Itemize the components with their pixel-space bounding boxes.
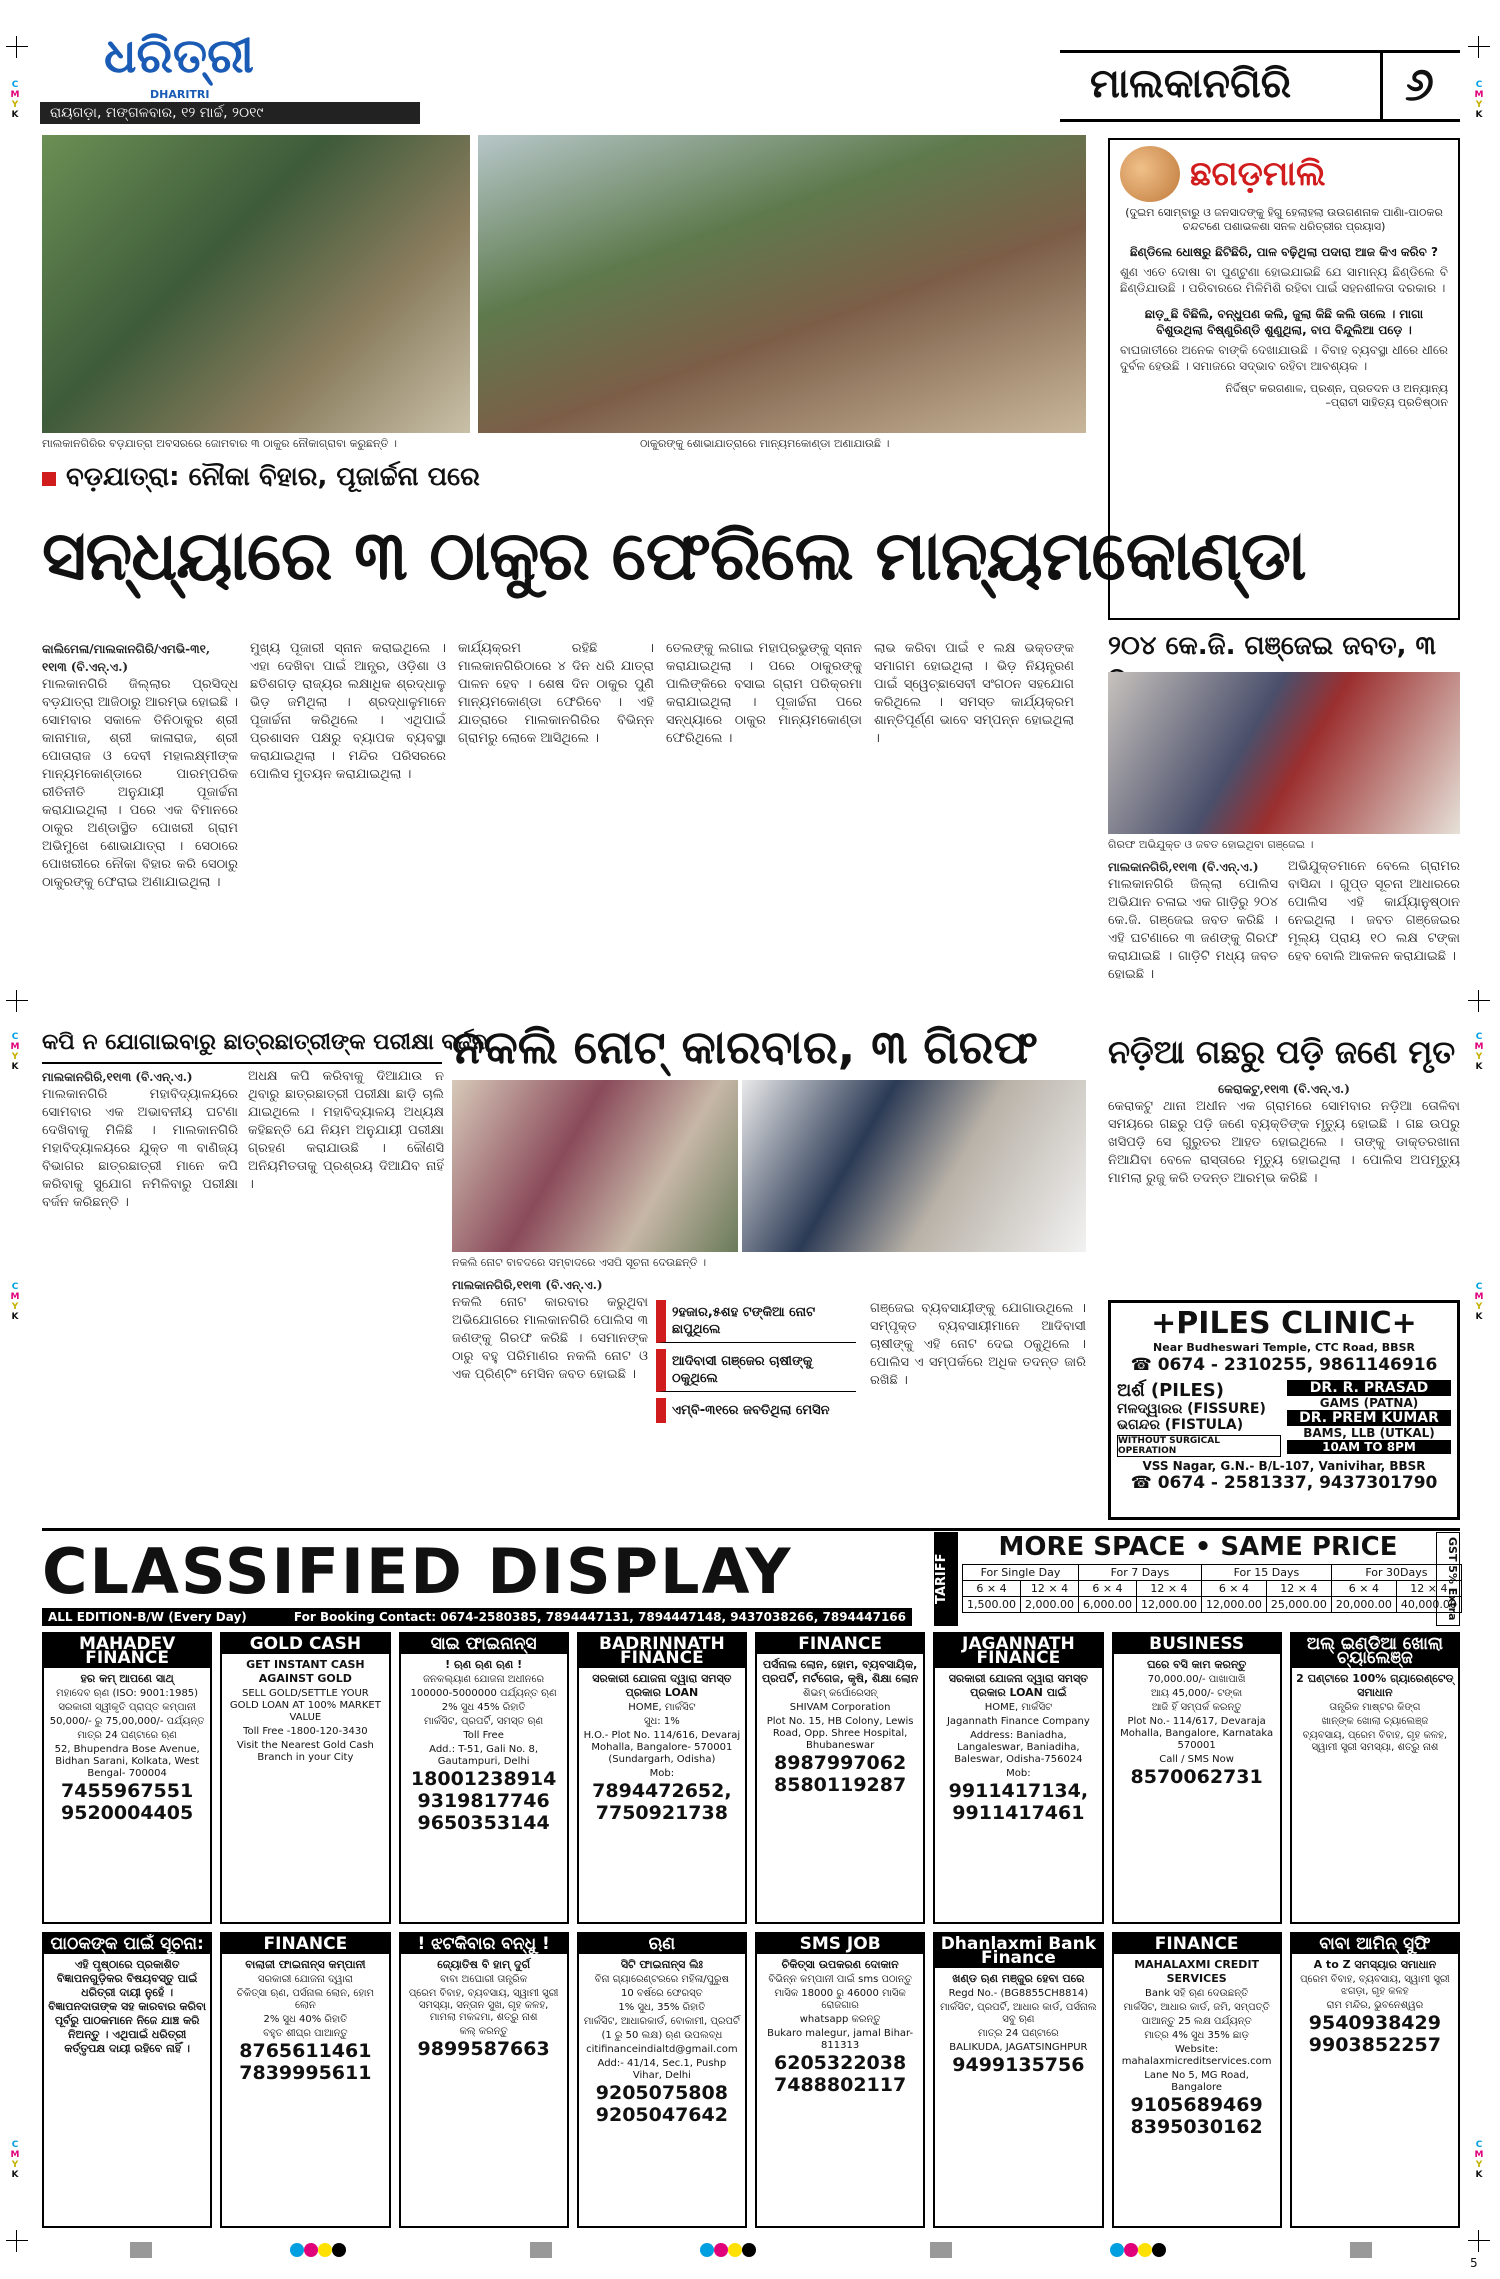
piles-details-row: [1117, 1380, 1451, 1457]
classified-ad: [1290, 1632, 1460, 1924]
tariff-price: 40,000.00: [1396, 1597, 1461, 1613]
tariff-price: 20,000.00: [1331, 1597, 1396, 1613]
ad-phone: 8395030162: [1130, 2116, 1263, 2138]
color-bar: [1350, 2242, 1372, 2258]
ad-text-line: ବ୍ୟବସାୟ, ପ୍ରେମ ବିବାହ, ଗୃହ କଳହ, ସ୍ୱାମୀ ସ୍ତ୍ରୀ ସମସ୍ୟା, ଶତ୍ରୁ ନାଶ: [1302, 1730, 1448, 1753]
cmyk-marks: C M Y K: [10, 2140, 20, 2180]
tariff-size-row: [963, 1581, 1462, 1597]
tariff-size: 6 × 4: [1201, 1581, 1266, 1597]
nadia-headline: ନଡ଼ିଆ ଗଛରୁ ପଡ଼ି ଜଣେ ମୃତ: [1108, 1033, 1456, 1071]
doctor-name: DR. PREM KUMAR: [1287, 1410, 1451, 1426]
ad-phone: 9499135756: [952, 2054, 1085, 2076]
tariff-period: For 7 Days: [1078, 1565, 1201, 1581]
ad-heading: BUSINESS: [1114, 1634, 1280, 1654]
highlight-item: ୨ହଜାର,୫ଶହ ଟଙ୍କିଆ ନୋଟ ଛାପୁଥିଲେ: [656, 1300, 856, 1343]
ad-phone: 9903852257: [1308, 2034, 1441, 2056]
ad-text-line: Address: Baniadha, Langaleswar, Baniadiha, Baleswar, Odisha-756024: [954, 1730, 1083, 1765]
ad-text-line: Jagannath Finance Company: [946, 1716, 1090, 1727]
fake-notes-photo-currency: [742, 1080, 1086, 1252]
ganja-byline: ମାଲକାନଗିରି,୧୧ା୩ (ବି.ଏନ୍.ଏ.): [1108, 860, 1259, 874]
sidebar-signature: ନିର୍ଦ୍ଦିଷ୍ଟ କରଗଣାଳ, ପ୍ରଶ୍ନ, ପ୍ରତଦନ ଓ ଅନ୍ୟାନ୍ୟ: [1225, 382, 1448, 395]
ad-heading: FINANCE: [222, 1934, 388, 1954]
exam-byline: ମାଲକାନଗିରି,୧୧ା୩ (ବି.ଏନ୍.ଏ.): [42, 1070, 193, 1084]
doctor-degree: BAMS, LLB (UTKAL): [1303, 1426, 1435, 1440]
registration-mark: [6, 990, 28, 1012]
ad-phone: 9105689469: [1130, 2094, 1263, 2116]
ad-text-line: ମାର୍କସିଟ, ପ୍ରପର୍ଟି, ସମସ୍ତ ଋଣ: [424, 1716, 544, 1727]
section-header: [1060, 50, 1460, 122]
lead-kicker: ବଡ଼ଯାତ୍ରା: ନୌକା ବିହାର, ପୂଜାର୍ଚ୍ଚନା ପରେ: [66, 462, 480, 492]
tariff-size: 12 × 4: [1136, 1581, 1201, 1597]
sidebar-intro: (ଦୁଇମ ସୋମ୍ବାରୁ ଓ ଜନସାଦଙ୍କୁ ହିଗୁ ହେଲାହଲା ଉଉଗଣନାକ ପାଣିା-ପାଠକର ଚନ୍ଦଟଣେ ପଶାଭଳଶା ସନଳ ଧରିତ୍ରୀର ପ୍ରୟାସ): [1125, 206, 1443, 233]
ad-heading: MAHADEV FINANCE: [44, 1634, 210, 1668]
dateline: ରାୟଗଡ଼ା, ମଙ୍ଗଳବାର, ୧୨ ମାର୍ଚ୍ଚ, ୨୦୧୯: [40, 102, 420, 124]
registration-mark: [6, 36, 28, 58]
ad-text-line: ସରକାରୀ ଯୋଜନା ଦ୍ୱାରା ସମସ୍ତ ପ୍ରକାର LOAN ପାଇଁ: [948, 1672, 1088, 1699]
ad-text-line: Lane No 5, MG Road, Bangalore: [1144, 2070, 1249, 2093]
tariff-price-row: [963, 1597, 1462, 1613]
fake-notes-article-col3: ଗଞ୍ଜେଇ ବ୍ୟବସାୟୀଙ୍କୁ ଯୋଗାଉଥିଲେ । ସମ୍ପୃକ୍ତ ବ୍ୟବସାୟୀମାନେ ଆଦିବାସୀ ଚାଷୀଙ୍କୁ ଏହି ନୋଟ ଦେଇ ଠକୁଥିଲେ । ପୋଲିସ ଏ ସମ୍ପର୍କରେ ଅଧିକ ତଦନ୍ତ ଜାରି ରଖିଛି ।: [870, 1301, 1086, 1388]
ad-heading: ସାଇ ଫାଇନାନ୍ସ: [401, 1634, 567, 1654]
tariff-price: 12,000.00: [1201, 1597, 1266, 1613]
sidebar-answer: ଶୁଣ ଏତେ ଦୋଷା ବା ପୁଣ୍ଟୁଣା ହୋଇଯାଇଛି ଯେ ସାମାନ୍ୟ ଛିଣ୍ଡିଲେ ବି ଛିଣ୍ଡିଯାଉଛି । ପରିବାରରେ ମିଳିମିଶି ରହିବା ପାଇଁ ସହନଶୀଳତା ଦରକାର ।: [1120, 265, 1448, 295]
ad-heading: ଅଲ୍ ଇଣ୍ଡିଆ ଖୋଲା ଚ୍ୟାଲେଞ୍ଜ: [1292, 1634, 1458, 1668]
ad-phone: 7839995611: [239, 2062, 372, 2084]
ad-text-line: ଆୟ 45,000/- ଟଙ୍କା: [1151, 1688, 1243, 1699]
fake-notes-byline: ମାଲକାନଗିରି,୧୧ା୩ (ବି.ଏନ୍.ଏ.): [452, 1278, 603, 1292]
exam-article-col2: ଅଧକ୍ଷ କପି କରିବାକୁ ଦିଆଯାଉ ନ ଥିବାରୁ ଛାତ୍ରଛାତ୍ରୀ ପରୀକ୍ଷା ଛାଡ଼ି ଚାଲି ଯାଇଥିଲେ । ମହାବିଦ୍ୟାଳୟ ଅଧ୍ୟକ୍ଷ କହିଛନ୍ତି ଯେ ନିୟମ ଅନୁଯାୟୀ ପରୀକ୍ଷା ଗ୍ରହଣ କରାଯାଉଛି । କୌଣସି ଅନିୟମିତତାକୁ ପ୍ରଶ୍ରୟ ଦିଆଯିବ ନାହିଁ ।: [248, 1069, 444, 1192]
ad-text-line: ସୁଧ: 1%: [644, 1716, 680, 1727]
ad-text-line: ପ୍ରେମ ବିବାହ, ବ୍ୟବସାୟ, ସ୍ୱାମୀ ସ୍ତ୍ରୀ ସମସ୍ୟା, ସନ୍ତାନ ସୁଖ, ଗୃହ କଳହ, ମାମଲା ମକଦ୍ଦମା, ଶତ୍ରୁ ନାଶ: [408, 1988, 559, 2023]
lead-headline: ସନ୍ଧ୍ୟାରେ ୩ ଠାକୁର ଫେରିଲେ ମାନ୍ୟମକୋଣ୍ଡା: [42, 517, 1306, 596]
classified-contact-bar: [42, 1608, 912, 1626]
cmyk-marks: C M Y K: [1474, 1282, 1484, 1322]
registration-mark: [1468, 990, 1490, 1012]
ad-heading: FINANCE: [757, 1634, 923, 1654]
classified-edition: ALL EDITION-B/W (Every Day): [48, 1610, 247, 1624]
ad-phone: 8987997062: [774, 1752, 907, 1774]
ganja-headline: ୨୦୪ କେ.ଜି. ଗଞ୍ଜେଇ ଜବତ, ୩: [1108, 631, 1436, 661]
ad-text-line: ପ୍ରେମ ବିବାହ, ବ୍ୟବସାୟ, ସ୍ୱାମୀ ସ୍ତ୍ରୀ ଝଗଡ଼ା, ଗୃହ କଳହ: [1300, 1974, 1450, 1997]
ad-text-line: H.O.- Plot No. 114/616, Devaraj Mohalla, Bangalore- 570001 (Sundargarh, Odisha): [583, 1730, 741, 1765]
classified-ad: [399, 1932, 569, 2228]
ad-text-line: Toll Free -1800-120-3430: [243, 1726, 368, 1737]
tariff-price: 1,500.00: [963, 1597, 1021, 1613]
ad-phone: 9911417134, 9911417461: [948, 1780, 1089, 1824]
color-dots: [700, 2242, 770, 2258]
ad-heading: Dhanlaxmi Bank Finance: [935, 1934, 1101, 1968]
ad-text-line: 2 ଘଣ୍ଟାରେ 100% ଗ୍ୟାରେଣ୍ଟେଡ୍ ସମାଧାନ: [1296, 1672, 1454, 1699]
ad-text-line: 52, Bhupendra Bose Avenue, Bidhan Sarani, Kolkata, West Bengal- 700004: [54, 1744, 200, 1779]
ad-text-line: ଖଣ୍ଡ ଋଣ ମଞ୍ଜୁର ହେବା ପରେ: [952, 1972, 1085, 1985]
gst-note: GST 5% Extra: [1436, 1532, 1460, 1626]
ad-text-line: MAHALAXMI CREDIT SERVICES: [1134, 1958, 1260, 1985]
ad-phone: 7894472652, 7750921738: [592, 1780, 732, 1824]
color-bar: [530, 2242, 552, 2258]
ad-text-line: ଜ୍ୟୋତିଷ ବି ହାମ୍ ଦୁର୍ଗ: [437, 1958, 531, 1971]
piles-doctors: [1287, 1380, 1451, 1457]
ad-text-line: ପାଆନ୍ତୁ 25 ଲକ୍ଷ ପର୍ଯ୍ୟନ୍ତ: [1141, 2016, 1252, 2027]
ad-heading: JAGANNATH FINANCE: [935, 1634, 1101, 1668]
ad-text-line: Call / SMS Now: [1159, 1754, 1234, 1765]
lead-byline: କାଲିମେଳା/ମାଲକାନଗିରି/ଏମଭି-୩୧, ୧୧ା୩ (ବି.ଏନ୍.ଏ.): [42, 642, 211, 674]
fake-notes-caption: ନକଲି ନୋଟ ବାବଦରେ ସମ୍ବାଦରେ ଏସପି ସୂଚନା ଦେଉଛନ୍ତି ।: [452, 1256, 707, 1269]
exam-headline: କପି ନ ଯୋଗାଇବାରୁ ଛାତ୍ରଛାତ୍ରୀଙ୍କ ପରୀକ୍ଷା ବର୍ଜନ: [42, 1030, 487, 1055]
fake-notes-highlights: [656, 1300, 856, 1423]
classified-title: CLASSIFIED DISPLAY: [42, 1535, 793, 1608]
classified-ad: [755, 1632, 925, 1924]
ad-heading: FINANCE: [1114, 1934, 1280, 1954]
classified-ad: [577, 1932, 747, 2228]
ad-text-line: SELL GOLD/SETTLE YOUR GOLD LOAN AT 100% MARKET VALUE: [229, 1688, 381, 1723]
lead-article-col1: [42, 640, 238, 1010]
ad-phone: 9205075808: [595, 2082, 728, 2104]
cmyk-marks: C M Y K: [10, 80, 20, 120]
ad-text-line: 2% ସୁଧ 45% ରିହାତି: [441, 1702, 526, 1713]
ad-text-line: ମାର୍କସିଟ, ପ୍ରପର୍ଟି, ଆଧାର କାର୍ଡ, ପର୍ସନାଲ ସବୁ ଋଣ: [940, 2002, 1097, 2025]
newspaper-logo: ଧରିତ୍ରୀ: [104, 28, 254, 84]
ad-text-line: Plot No.- 114/617, Devaraja Mohalla, Bangalore, Karnataka 570001: [1120, 1716, 1274, 1751]
ganja-article-col1: [1108, 858, 1278, 1018]
ganja-caption: ଗିରଫ ଅଭିଯୁକ୍ତ ଓ ଜବତ ହୋଇଥିବା ଗଞ୍ଜେଇ ।: [1108, 838, 1314, 851]
color-bar: [930, 2242, 952, 2258]
ad-text-line: ସିଟି ଫାଇନାନ୍ସ ଲିଃ: [620, 1958, 703, 1971]
kicker-bullet: [42, 472, 56, 486]
sidebar-title-row: [1120, 146, 1448, 202]
tariff-size: 6 × 4: [1078, 1581, 1136, 1597]
exam-article-text: ମାଲକାନଗିରି ମହାବିଦ୍ୟାଳୟରେ ସୋମବାର ଏକ ଅଭାବନୀୟ ଘଟଣା ଦେଖିବାକୁ ମିଳିଛି । ମାଲକାନଗିରି ମହାବିଦ୍ୟାଳୟରେ ଯୁକ୍ତ ୩ ବାଣିଜ୍ୟ ବିଭାଗର ଛାତ୍ରଛାତ୍ରୀ ମାନେ କପି କରିବାକୁ ସୁଯୋଗ ନମିଳିବାରୁ ପରୀକ୍ଷା ବର୍ଜନ କରିଛନ୍ତି ।: [42, 1087, 238, 1210]
ad-text-line: ବିଭିନ୍ନ କମ୍ପାନୀ ପାଇଁ sms ପଠାନ୍ତୁ: [768, 1974, 912, 1985]
page-number: ୬: [1405, 57, 1434, 111]
classified-ad: [220, 1932, 390, 2228]
ganja-article-col2: ଅଭିଯୁକ୍ତମାନେ ବେଲେ ଗ୍ରାମର ବାସିନ୍ଦା । ଗୁପ୍ତ ସୂଚନା ଆଧାରରେ ପୋଲିସ ଏହି କାର୍ଯ୍ୟାନୁଷ୍ଠାନ ନେଇଥିଲା । ଜବତ ଗଞ୍ଜେଇର ମୂଲ୍ୟ ପ୍ରାୟ ୧୦ ଲକ୍ଷ ଟଙ୍କା ହେବ ବୋଲି ଆକଳନ କରାଯାଇଛି ।: [1288, 859, 1460, 964]
fake-notes-article-col1: [452, 1276, 648, 1520]
tariff-period: For 15 Days: [1201, 1565, 1331, 1581]
ad-phone: 7488802117: [774, 2074, 907, 2096]
condition-fissure: ମଳଦ୍ୱାରର (FISSURE): [1117, 1401, 1266, 1417]
tariff-period: For 30Days: [1331, 1565, 1461, 1581]
classified-ad: [42, 1632, 212, 1924]
ad-text-line: ମାତ୍ର 24 ଘଣ୍ଟାରେ ଋଣ: [77, 1730, 177, 1741]
ad-text-line: ଜନକଲ୍ୟାଣ ଯୋଜନା ଅଧୀନରେ: [423, 1674, 545, 1685]
piles-clinic-ad: [1108, 1300, 1460, 1520]
doctor-name: DR. R. PRASAD: [1287, 1380, 1451, 1396]
tariff-box: [934, 1532, 1460, 1626]
ad-phone: 9899587663: [417, 2038, 550, 2060]
ad-text-line: GET INSTANT CASH AGAINST GOLD: [246, 1658, 365, 1685]
ad-text-line: କଲ୍ କରନ୍ତୁ: [459, 2026, 508, 2037]
sidebar-column-box: [1108, 138, 1460, 620]
tariff-size: 6 × 4: [963, 1581, 1021, 1597]
ad-heading: SMS JOB: [757, 1934, 923, 1954]
fake-notes-article-text: ନକଲି ନୋଟ କାରବାର କରୁଥିବା ଅଭିଯୋଗରେ ମାଲକାନଗିରି ପୋଲିସ ୩ ଜଣଙ୍କୁ ଗିରଫ କରିଛି । ସେମାନଙ୍କ ଠାରୁ ବହୁ ପରିମାଣର ନକଲି ନୋଟ ଓ ଏକ ପ୍ରିଣ୍ଟିଂ ମେସିନ ଜବତ ହୋଇଛି ।: [452, 1295, 648, 1382]
ad-text-line: ଏହି ପୃଷ୍ଠାରେ ପ୍ରକାଶିତ ବିଜ୍ଞାପନଗୁଡ଼ିକର ବିଷୟବସ୍ତୁ ପାଇଁ ଧରିତ୍ରୀ ଦାୟୀ ନୁହେଁ । ବିଜ୍ଞାପନଦାତାଙ୍କ ସହ କାରବାର କରିବା ପୂର୍ବରୁ ପାଠକମାନେ ନିଜେ ଯାଞ୍ଚ କରି ନିଅନ୍ତୁ । ଏଥିପାଇଁ ଧରିତ୍ରୀ କର୍ତ୍ତୃପକ୍ଷ ଦାୟୀ ରହିବେ ନାହିଁ ।: [48, 1958, 207, 2055]
ad-text-line: ! ଋଣ ଋଣ ଋଣ !: [445, 1658, 523, 1671]
piles-address: Near Budheswari Temple, CTC Road, BBSR: [1153, 1341, 1415, 1354]
masthead: [40, 20, 1460, 128]
ad-text-line: Bank ସହି ଋଣ ଦେଉଛନ୍ତି: [1145, 1988, 1249, 1999]
ad-phone: 9650353144: [417, 1812, 550, 1834]
piles-title: +PILES CLINIC+: [1151, 1306, 1417, 1341]
ad-phone: 18001238914: [410, 1768, 557, 1790]
ad-text-line: ମାର୍କସିଟ, ଆଧାର କାର୍ଡ, ଜମି, ସମ୍ପତ୍ତି: [1123, 2002, 1270, 2013]
color-dots: [1110, 2242, 1180, 2258]
rule: [42, 1062, 442, 1064]
condition-piles: ଅର୍ଶ (PILES): [1117, 1380, 1224, 1401]
color-dots: [290, 2242, 360, 2258]
ad-text-line: ଚିକିତ୍ସା ଋଣ, ପର୍ସନାଲ ଲୋନ, ହୋମ ଲୋନ: [236, 1988, 374, 2011]
lead-photo-caption: ଠାକୁରଙ୍କୁ ଶୋଭାଯାତ୍ରାରେ ମାନ୍ୟମକୋଣ୍ଡା ଅଣାଯାଉଛି ।: [640, 437, 890, 450]
ad-text-line: ଘରେ ବସି କାମ କରନ୍ତୁ: [1146, 1658, 1247, 1671]
piles-address2: VSS Nagar, G.N.- B/L-107, Vanivihar, BBSR: [1142, 1459, 1426, 1473]
tariff-price: 12,000.00: [1136, 1597, 1201, 1613]
ad-text-line: ବହୁତ ଶୀଘ୍ର ପାଆନ୍ତୁ: [263, 2028, 348, 2039]
lead-article-col3: କାର୍ଯ୍ୟକ୍ରମ ରହିଛି । ମାଲକାନଗିରିଠାରେ ୪ ଦିନ ଧରି ଯାତ୍ରା ପାଳନ ହେବ । ଶେଷ ଦିନ ଠାକୁର ପୁଣି ମାନ୍ୟମକୋଣ୍ଡା ଫେରିବେ । ଏହି ଯାତ୍ରାରେ ମାଲକାନଗିରିର ବିଭିନ୍ନ ଗ୍ରାମରୁ ଲୋକେ ଆସିଥିଲେ ।: [458, 641, 654, 746]
sidebar-question: ଛାଡ଼ୁଛି ବିଛିଲି, ବନ୍ଧୁପଣ କଲି, ଜୁଲା କିଛି କଲି ତାଲେ । ମାଗା ବିଶୁଉଥିଲା ବିଷ୍ଣୁରିଣ୍ଡି ଶୁଣୁଥିଲା, ବାପ ବିନ୍ଦୁଲିଆ ପଡ଼େ ।: [1144, 307, 1424, 337]
tariff-size: 12 × 4: [1396, 1581, 1461, 1597]
classified-ad: [42, 1932, 212, 2228]
classified-ad: [1112, 1632, 1282, 1924]
cmyk-marks: C M Y K: [10, 1032, 20, 1072]
ad-heading: ଋଣ: [579, 1934, 745, 1954]
tariff-price: 2,000.00: [1020, 1597, 1078, 1613]
ad-text-line: HOME, ମାର୍କସିଟ: [628, 1702, 696, 1713]
nadia-article-text: କେରାକଟୁ ଥାନା ଅଧୀନ ଏକ ଗ୍ରାମରେ ସୋମବାର ନଡ଼ିଆ ତୋଳିବା ସମୟରେ ଗଛରୁ ପଡ଼ି ଜଣେ ବ୍ୟକ୍ତିଙ୍କ ମୃତ୍ୟୁ ହୋଇଛି । ଗଛ ଉପରୁ ଖସିପଡ଼ି ସେ ଗୁରୁତର ଆହତ ହୋଇଥିଲେ । ତାଙ୍କୁ ଡାକ୍ତରଖାନା ନିଆଯିବା ବେଳେ ରାସ୍ତାରେ ମୃତ୍ୟୁ ହୋଇଥିଲା । ପୋଲିସ ଅପମୃତ୍ୟୁ ମାମଲା ରୁଜୁ କରି ତଦନ୍ତ ଆରମ୍ଭ କରିଛି ।: [1108, 1099, 1460, 1186]
tariff-table: [962, 1564, 1462, 1613]
registration-mark: [1468, 36, 1490, 58]
ad-text-line: ରାମ ମନ୍ଦିର, ଭୁବନେଶ୍ୱର: [1326, 2000, 1424, 2011]
tariff-period-row: [963, 1565, 1462, 1581]
ad-heading: ବାବା ଆମିନ୍ ସୁଫି: [1292, 1934, 1458, 1954]
piles-conditions: [1117, 1380, 1281, 1457]
exam-article-col1: [42, 1068, 238, 1520]
ad-text-line: Add:- 41/14, Sec.1, Pushp Vihar, Delhi: [597, 2058, 727, 2081]
lead-photo-procession: [478, 135, 1086, 433]
ad-text-line: 10 ବର୍ଷରେ ଫେରସ୍ତ: [621, 1988, 703, 1999]
ad-phone: 8580119287: [774, 1774, 907, 1796]
condition-fistula: ଭଗନ୍ଦର (FISTULA): [1117, 1417, 1244, 1433]
ad-phone: 9205047642: [595, 2104, 728, 2126]
sidebar-question: ଛିଣ୍ଡିଲେ ଧୋଷରୁ ଛିଟିଛିରି, ପାଳ ବଢ଼ିଥିଲା ପଦାରା ଆଜ କିଏ କରିବ ?: [1130, 245, 1438, 259]
ad-text-line: ତାନ୍ତ୍ରିକ ମାଷ୍ଟର କିଙ୍ଗ: [1329, 1702, 1421, 1713]
clinic-hours: 10AM TO 8PM: [1287, 1440, 1451, 1454]
ad-text-line: ଚିକିତ୍ସା ଉପକରଣ ଦୋକାନ: [781, 1958, 899, 1971]
tariff-slogan: MORE SPACE • SAME PRICE: [998, 1532, 1398, 1562]
ad-phone: 9520004405: [61, 1802, 194, 1824]
ad-text-line: ମାତ୍ର 4% ସୁଧ 35% ଛାଡ଼: [1144, 2030, 1249, 2041]
tariff-label: TARIFF: [934, 1532, 958, 1626]
ad-text-line: ପର୍ସନାଲ ଲୋନ, ହୋମ, ବ୍ୟବସାୟିକ, ପ୍ରପର୍ଟି, ମର୍ଟଗେଜ, କୃଷି, ଶିକ୍ଷା ଲୋନ: [761, 1658, 919, 1685]
ad-text-line: ବାବା ଅଘୋରୀ ତାନ୍ତ୍ରିକ: [440, 1974, 528, 1985]
ad-text-line: whatsapp କରନ୍ତୁ: [799, 2014, 881, 2025]
ad-text-line: Mob:: [649, 1768, 675, 1779]
ad-text-line: Plot No. 15, HB Colony, Lewis Road, Opp. Shree Hospital, Bhubaneswar: [766, 1716, 914, 1751]
ad-text-line: ସରକାରୀ ଯୋଜନା ଦ୍ୱାରା ସମସ୍ତ ପ୍ରକାର LOAN: [592, 1672, 732, 1699]
nadia-byline: କେରାକଟୁ,୧୧ା୩ (ବି.ଏନ୍.ଏ.): [1218, 1082, 1350, 1096]
ad-text-line: Toll Free: [463, 1730, 504, 1741]
ad-text-line: ଶିଭମ୍ କର୍ପୋରେସନ୍: [803, 1688, 878, 1699]
classified-ad: [577, 1632, 747, 1924]
classified-contact: For Booking Contact: 0674-2580385, 7894447131, 7894447148, 9437038266, 7894447166: [293, 1610, 906, 1624]
lead-headline-block: [42, 462, 1306, 632]
ad-text-line: (1 ରୁ 50 ଲକ୍ଷ) ଋଣ ଉପଲବ୍ଧ: [601, 2030, 723, 2041]
ad-text-line: ସରକାରୀ ଯୋଜନା ଦ୍ୱାରା: [257, 1974, 353, 1985]
ad-text-line: Bukaro malegur, jamal Bihar-811313: [767, 2028, 914, 2051]
classified-ad: [755, 1932, 925, 2228]
cmyk-marks: C M Y K: [1474, 1032, 1484, 1072]
classified-ad: [933, 1632, 1103, 1924]
ad-phone: 6205322038: [774, 2052, 907, 2074]
ad-text-line: A to Z ସମସ୍ୟାର ସମାଧାନ: [1313, 1958, 1437, 1971]
ad-text-line: ସରକାରୀ ସ୍ୱୀକୃତି ପ୍ରାପ୍ତ କମ୍ପାନୀ: [58, 1702, 196, 1713]
sidebar-title: ଛଗଡ଼ମାଲି: [1190, 154, 1326, 194]
ad-text-line: SHIVAM Corporation: [789, 1702, 891, 1713]
tariff-price: 25,000.00: [1266, 1597, 1331, 1613]
ad-text-line: 50,000/- ରୁ 75,00,000/- ପର୍ଯ୍ୟନ୍ତ: [49, 1716, 205, 1727]
lead-article-col5: ଲାଭ କରିବା ପାଇଁ ୧ ଲକ୍ଷ ଭକ୍ତଙ୍କ ସମାଗମ ହୋଇଥିଲା । ଭିଡ଼ ନିୟନ୍ତ୍ରଣ ପାଇଁ ସ୍ୱେଚ୍ଛାସେବୀ ସଂଗଠନ ସହଯୋଗ କରିଥିଲେ । ସମସ୍ତ କାର୍ଯ୍ୟକ୍ରମ ଶାନ୍ତିପୂର୍ଣ୍ଣ ଭାବେ ସମ୍ପନ୍ନ ହୋଇଥିଲା ।: [874, 641, 1074, 746]
color-bar: [130, 2242, 152, 2258]
ad-phone: 9540938429: [1308, 2012, 1441, 2034]
ad-phone: 9319817746: [417, 1790, 550, 1812]
section-name: ମାଲକାନଗିରି: [1090, 61, 1292, 107]
sidebar-answer: ବାଘଜାତୀରେ ଅନେକ ବାଙ୍କି ଦେଖାଯାଉଛି । ବିବାହ ବ୍ୟବସ୍ଥା ଧୀରେ ଧୀରେ ଦୁର୍ବଳ ହେଉଛି । ସମାଜରେ ସଦ୍ଭାବ ରହିବା ଆବଶ୍ୟକ ।: [1120, 343, 1448, 373]
ad-text-line: Website: mahalaxmicreditservices.com: [1121, 2044, 1272, 2067]
ad-text-line: ମାସିକ 18000 ରୁ 46000 ମାସିକ ରୋଜଗାର: [774, 1988, 906, 2011]
ad-text-line: ମାତ୍ର 24 ଘଣ୍ଟାରେ: [978, 2028, 1059, 2039]
cmyk-marks: C M Y K: [1474, 80, 1484, 120]
section-divider: [1380, 53, 1383, 119]
piles-phone: ☎ 0674 - 2310255, 9861146916: [1130, 1355, 1438, 1375]
ad-text-line: Add.: T-51, Gali No. 8, Gautampuri, Delhi: [429, 1744, 539, 1767]
ad-text-line: 70,000.00/- ପାଖାପାଖି: [1147, 1674, 1246, 1685]
sidebar-signature: –ପ୍ରାଚୀ ସାହିତ୍ୟ ପ୍ରତିଷ୍ଠାନ: [1325, 396, 1448, 409]
registration-mark: [1468, 2230, 1490, 2252]
ganja-article-text: ମାଲକାନଗିରି ଜିଲ୍ଲା ପୋଲିସ ଅଭିଯାନ ଚଳାଇ ଏକ ଗାଡ଼ିରୁ ୨୦୪ କେ.ଜି. ଗଞ୍ଜେଇ ଜବତ କରିଛି । ଏହି ଘଟଣାରେ ୩ ଜଣଙ୍କୁ ଗିରଫ କରାଯାଇଛି । ଗାଡ଼ିଟି ମଧ୍ୟ ଜବତ ହୋଇଛି ।: [1108, 877, 1278, 982]
ad-heading: BADRINNATH FINANCE: [579, 1634, 745, 1668]
ad-text-line: Mob:: [1006, 1768, 1031, 1779]
lead-article-col4: ତେଲଙ୍କୁ ଲଗାଇ ମହାପ୍ରଭୁଙ୍କୁ ସ୍ନାନ କରାଯାଇଥିଲା । ପରେ ଠାକୁରଙ୍କୁ ପାଲିଙ୍କିରେ ବସାଇ ଗ୍ରାମ ପରିକ୍ରମା କରାଯାଇଥିଲା । ପୂଜାର୍ଚ୍ଚନା ପରେ ସନ୍ଧ୍ୟାରେ ଠାକୁର ମାନ୍ୟମକୋଣ୍ଡା ଫେରିଥିଲେ ।: [666, 641, 862, 746]
ad-text-line: ଆଜି ହିଁ ସମ୍ପର୍କ କରନ୍ତୁ: [1151, 1702, 1242, 1713]
caricature-icon: [1120, 146, 1180, 202]
classified-header: [42, 1536, 912, 1624]
lead-article-col2: ମୁଖ୍ୟ ପୂଜାରୀ ସ୍ନାନ କରାଇଥିଲେ । ଏହା ଦେଖିବା ପାଇଁ ଆନ୍ଧ୍ର, ଓଡ଼ିଶା ଓ ଛତିଶଗଡ଼ ରାଜ୍ୟର ଲକ୍ଷାଧିକ ଶ୍ରଦ୍ଧାଳୁ ଭିଡ଼ ଜମିଥିଲା । ଶ୍ରଦ୍ଧାଳୁମାନେ ପୂଜାର୍ଚ୍ଚନା କରିଥିଲେ । ଏଥିପାଇଁ ପ୍ରଶାସନ ପକ୍ଷରୁ ବ୍ୟାପକ ବ୍ୟବସ୍ଥା କରାଯାଇଥିଲା । ମନ୍ଦିର ପରିସରରେ ପୋଲିସ ମୁତୟନ କରାଯାଇଥିଲା ।: [250, 641, 446, 782]
registration-mark: [6, 2230, 28, 2252]
tariff-period: For Single Day: [963, 1565, 1079, 1581]
classified-ad: [1112, 1932, 1282, 2228]
ad-heading: ! ଝଟକିବାର ବନ୍ଧୁ !: [401, 1934, 567, 1954]
ad-heading: ପାଠକଙ୍କ ପାଇଁ ସୂଚନା:: [44, 1934, 210, 1954]
classified-ad: [220, 1632, 390, 1924]
without-surgery-note: WITHOUT SURGICAL OPERATION: [1117, 1435, 1281, 1457]
nadia-article: [1108, 1080, 1460, 1296]
tariff-size: 6 × 4: [1331, 1581, 1396, 1597]
piles-phone2: ☎ 0674 - 2581337, 9437301790: [1130, 1473, 1438, 1493]
ad-phone: 8765611461: [239, 2040, 372, 2062]
ad-text-line: BALIKUDA, JAGATSINGHPUR: [949, 2042, 1088, 2053]
ad-phone: 7455967551: [61, 1780, 194, 1802]
cmyk-marks: C M Y K: [10, 1282, 20, 1322]
logo-subtitle: DHARITRI: [150, 88, 210, 101]
classified-ad: [1290, 1932, 1460, 2228]
ad-text-line: citifinanceindialtd@gmail.com: [586, 2044, 738, 2055]
ad-text-line: ମହାଦେବ ଋଣ (ISO: 9001:1985): [56, 1688, 199, 1699]
ad-text-line: ବିନା ଗ୍ୟାରେଣ୍ଟରରେ ମହିଳା/ପୁରୁଷ: [594, 1974, 730, 1985]
classified-ad: [933, 1932, 1103, 2228]
fake-notes-headline: ନକଲି ନୋଟ୍ କାରବାର, ୩ ଗିରଫ: [452, 1020, 1038, 1074]
ganja-photo: [1108, 672, 1460, 834]
ad-text-line: ହର କମ୍ ଆପଣେ ସାଥ୍: [80, 1672, 174, 1685]
ad-text-line: ମାର୍କସିଟ, ଆଧାରକାର୍ଡ, ବୋକାମୀ, ପ୍ରପର୍ଟି: [583, 2016, 740, 2027]
tariff-size: 12 × 4: [1266, 1581, 1331, 1597]
ad-text-line: 1% ସୁଧ, 35% ରିହାତି: [618, 2002, 706, 2013]
lead-photo-boat: [42, 135, 470, 433]
lead-article-text: ମାଲକାନଗିରି ଜିଲ୍ଲାର ପ୍ରସିଦ୍ଧ ବଡ଼ଯାତ୍ରା ଆଜିଠାରୁ ଆରମ୍ଭ ହୋଇଛି । ସୋମବାର ସକାଳେ ତିନିଠାକୁର ଶ୍ରୀ କାନାମାଜ, ଶ୍ରୀ କାଳାରାଜ, ଶ୍ରୀ ପୋତାରାଜ ଓ ଦେବୀ ମହାଲକ୍ଷ୍ମୀଙ୍କ ମାନ୍ୟମକୋଣ୍ଡାରେ ପାରମ୍ପରିକ ରୀତିନୀତି ଅନୁଯାୟୀ ପୂଜାର୍ଚ୍ଚନା କରାଯାଇଥିଲା । ପରେ ଏକ ବିମାନରେ ଠାକୁର ଅଣ୍ଡାସ୍ଥିତ ପୋଖରୀ ଗ୍ରାମ ଅଭିମୁଖେ ଶୋଭାଯାତ୍ରା । ସେଠାରେ ପୋଖରୀରେ ନୌକା ବିହାର କରି ସେଠାରୁ ଠାକୁରଙ୍କୁ ଫେରାଇ ଅଣାଯାଇଥିଲା ।: [42, 677, 238, 890]
highlight-item: ଆଦିବାସୀ ଗଞ୍ଜେର ଚାଷୀଙ୍କୁ ଠକୁଥିଲେ: [656, 1349, 856, 1392]
ad-text-line: HOME, ମାର୍କସିଟ: [984, 1702, 1053, 1713]
ad-text-line: 2% ସୁଧ 40% ରିହାତି: [263, 2014, 348, 2025]
cmyk-marks: C M Y K: [1474, 2140, 1484, 2180]
classified-ad: [399, 1632, 569, 1924]
lead-photo-caption: ମାଲକାନଗିରିର ବଡ଼ଯାତ୍ରା ଅବସରରେ ଜୋମବାର ୩ ଠାକୁର ନୌକାଗ୍ରାବା କରୁଛନ୍ତି ।: [42, 437, 397, 450]
highlight-item: ଏମ୍ବି-୩୧ରେ ଜବତିଥିଲା ମେସିନ: [656, 1398, 856, 1423]
footer-page-number: 5: [1470, 2256, 1478, 2270]
ad-text-line: ଖାନ୍ଙ୍କ ଖୋଲା ଚ୍ୟାଲେଞ୍ଜ: [1321, 1716, 1429, 1727]
tariff-size: 12 × 4: [1020, 1581, 1078, 1597]
ad-text-line: Visit the Nearest Gold Cash Branch in your City: [236, 1740, 374, 1763]
ad-text-line: Regd No.- (BG8855CH8814): [948, 1988, 1089, 1999]
ad-text-line: 100000-5000000 ପର୍ଯ୍ୟନ୍ତ ଋଣ: [410, 1688, 557, 1699]
fake-notes-photo-arrested: [452, 1080, 738, 1252]
tariff-price: 6,000.00: [1078, 1597, 1136, 1613]
ad-heading: GOLD CASH: [222, 1634, 388, 1654]
doctor-degree: GAMS (PATNA): [1319, 1396, 1419, 1410]
rule: [42, 1528, 1460, 1531]
ad-phone: 8570062731: [1130, 1766, 1263, 1788]
ad-text-line: ବାଲାଜୀ ଫାଇନାନ୍ସ କମ୍ପାନୀ: [245, 1958, 366, 1971]
